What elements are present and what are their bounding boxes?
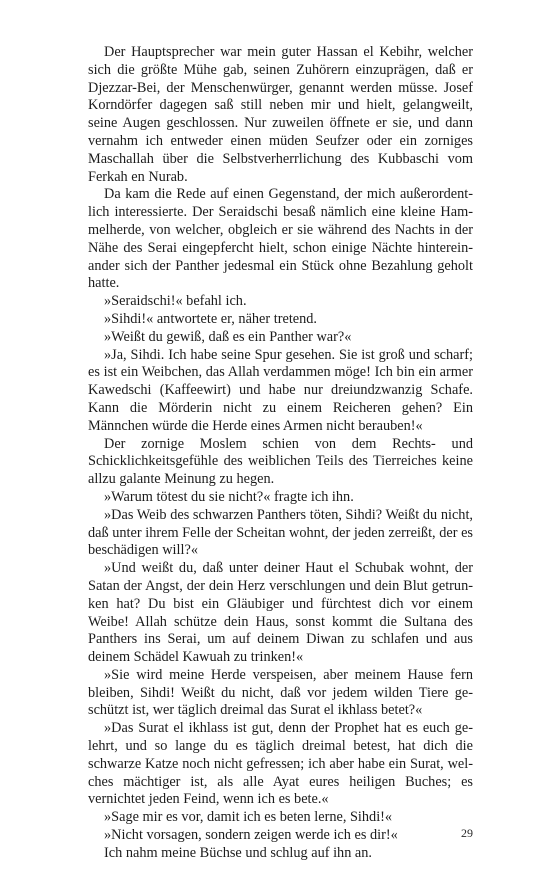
paragraph: »Sage mir es vor, damit ich es beten lerne, Sihdi!« (104, 809, 393, 826)
paragraph: »Ja, Sihdi. Ich habe seine Spur gesehen. Sie ist groß und scharf; es ist ein Weibchen, das Allah verdammen möge! Ich bin ein armer Kawedschi (Kaffeewirt) und habe nur dreiundzwanzig Schafe. Kann die Mörderin nicht zu einem Reicheren gehen? Ein Männchen würde die Herde eines Armen nicht berauben!« (88, 346, 473, 434)
paragraph: Ich nahm meine Büchse und schlug auf ihn an. (104, 844, 372, 861)
paragraph: »Seraidschi!« befahl ich. (104, 293, 247, 310)
book-page-text (88, 44, 473, 863)
paragraph: Da kam die Rede auf einen Gegenstand, der mich außerordentlich interessierte. Der Seraidschi besaß nämlich eine kleine Hammelherde, von welcher, obgleich er sie während des Nachts in der Nähe des Serai eingepfercht hielt, schon einige Nächte hintereinander sich der Panther jedesmal ein Stück ohne Bezahlung geholt hatte. (88, 186, 473, 292)
paragraph: »Das Surat el ikhlass ist gut, denn der Prophet hat es euch gelehrt, und so lange du es täglich dreimal betest, hat dich die schwarze Katze noch nicht gefressen; ich aber habe ein Surat, welches mächtiger ist, als alle Ayat eures heiligen Buches; es vernichtet jeden Feind, wenn ich es bete.« (88, 720, 473, 808)
paragraph: »Sie wird meine Herde verspeisen, aber meinem Hause fern bleiben, Sihdi! Weißt du nicht, daß vor jedem wilden Tiere geschützt ist, wer täglich dreimal das Surat el ikhlass betet?« (88, 666, 473, 719)
paragraph: »Nicht vorsagen, sondern zeigen werde ich es dir!« (104, 827, 398, 844)
paragraph: »Das Weib des schwarzen Panthers töten, Sihdi? Weißt du nicht, daß unter ihrem Felle der Scheitan wohnt, der jeden zerreißt, der es beschädigen will?« (88, 506, 473, 559)
paragraph: Der zornige Moslem schien von dem Rechts- und Schicklichkeitsgefühle des weiblichen Teils des Tierreiches keine allzu galante Meinung zu hegen. (88, 435, 473, 488)
paragraph: »Sihdi!« antwortete er, näher tretend. (104, 310, 318, 327)
paragraph: »Warum tötest du sie nicht?« fragte ich ihn. (104, 488, 354, 505)
paragraph: »Und weißt du, daß unter deiner Haut el Schubak wohnt, der Satan der Angst, der dein Herz verschlungen und dein Blut getrunken hat? Du bist ein Gläubiger und fürchtest dich vor einem Weibe! Allah schütze dein Haus, sonst kommt die Sultana des Panthers ins Serai, um auf deinem Diwan zu schlafen und aus deinem Schädel Kawuah zu trinken!« (88, 560, 473, 666)
paragraph: Der Hauptsprecher war mein guter Hassan el Kebihr, welcher sich die größte Mühe gab, seinen Zuhörern einzuprägen, daß er Djezzar-Bei, der Menschenwürger, genannt werden müsse. Josef Korndörfer dagegen saß still neben mir und hielt, gelangweilt, seine Augen geschlossen. Nur zuweilen öffnete er sie, und dann vernahm ich entweder einen müden Seufzer oder ein zorniges Maschallah über die Selbstverherrlichung des Kubbaschi vom Ferkah en Nurab. (88, 44, 473, 185)
page-number: 29 (461, 826, 473, 840)
paragraph: »Weißt du gewiß, daß es ein Panther war?« (104, 328, 352, 345)
